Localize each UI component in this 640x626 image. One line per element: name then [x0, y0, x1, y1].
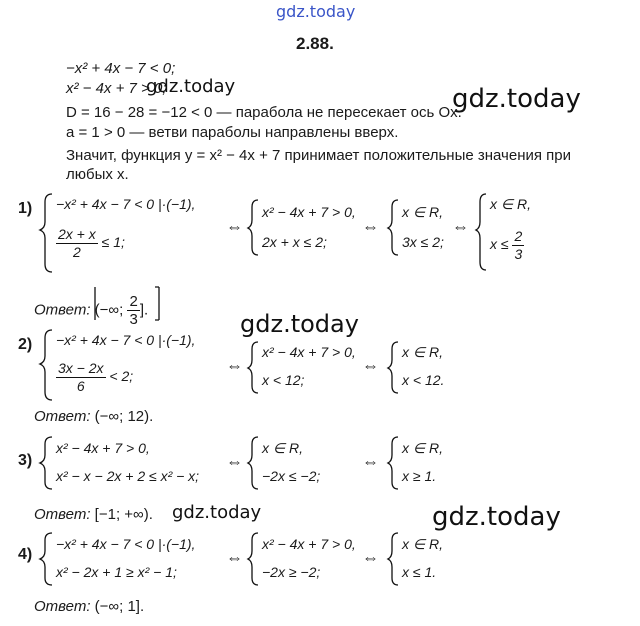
problem-2-label: 2)	[18, 336, 33, 353]
brace-4b	[248, 533, 258, 585]
arrow-2b: ⇔	[362, 356, 379, 375]
brace-4c	[388, 533, 398, 585]
p2-answer-value: (−∞; 12).	[94, 408, 154, 425]
watermark-5: gdz.today	[172, 502, 262, 523]
watermark-top: gdz.today	[276, 2, 356, 21]
p1-answer-num: 2	[129, 293, 138, 310]
p2-a2-rest: < 2;	[109, 368, 134, 385]
p4-b2: −2x ≥ −2;	[262, 564, 321, 580]
p2-answer	[34, 408, 153, 425]
arrow-2a: ⇔	[226, 356, 243, 375]
watermark-6: gdz.today	[432, 502, 561, 532]
brace-2a	[40, 330, 52, 400]
arrow-1c: ⇔	[452, 217, 469, 236]
p1-answer-label: Ответ:	[34, 301, 91, 319]
p1-d2-num: 2	[514, 228, 523, 244]
p1-answer-den: 3	[129, 311, 138, 328]
brace-4a	[40, 533, 52, 585]
p1-d2-den: 3	[514, 246, 523, 262]
p3-c1: x ∈ R,	[402, 440, 443, 456]
arrow-1a: ⇔	[226, 217, 243, 236]
p4-a1: −x² + 4x − 7 < 0 |·(−1),	[56, 536, 196, 552]
p3-a1: x² − 4x + 7 > 0,	[56, 440, 150, 456]
problem-3-label: 3)	[18, 452, 33, 469]
p3-answer-label: Ответ:	[34, 506, 91, 523]
p1-a2-den: 2	[72, 244, 81, 260]
p1-answer	[34, 293, 148, 328]
p3-b1: x ∈ R,	[262, 440, 303, 456]
p4-c2: x ≤ 1.	[402, 564, 437, 580]
p3-b2: −2x ≤ −2;	[262, 468, 321, 484]
p1-c2: 3x ≤ 2;	[402, 234, 444, 250]
p3-answer	[34, 506, 153, 523]
p1-b1: x² − 4x + 7 > 0,	[262, 204, 356, 220]
intro-line-2: x² − 4x + 7 > 0;	[66, 80, 167, 97]
p1-d2	[490, 228, 524, 263]
arrow-1b: ⇔	[362, 217, 379, 236]
p2-a1: −x² + 4x − 7 < 0 |·(−1),	[56, 332, 196, 348]
p4-c1: x ∈ R,	[402, 536, 443, 552]
intro-line-5: Значит, функция y = x² − 4x + 7 принимает положительные значения при любых x.	[66, 147, 572, 183]
p4-answer-value: (−∞; 1].	[94, 598, 145, 615]
arrow-3a: ⇔	[226, 452, 243, 471]
arrow-4b: ⇔	[362, 548, 379, 567]
brace-3a	[40, 437, 52, 489]
p2-b2: x < 12;	[262, 372, 305, 388]
p2-a2-den: 6	[76, 378, 85, 394]
watermark-2: gdz.today	[146, 76, 236, 97]
p1-b2: 2x + x ≤ 2;	[262, 234, 327, 250]
p2-a2-num: 3x − 2x	[58, 360, 104, 376]
brace-1a	[40, 194, 52, 272]
brace-3c	[388, 437, 398, 489]
p4-answer	[34, 598, 144, 615]
p3-c2: x ≥ 1.	[402, 468, 437, 484]
p4-b1: x² − 4x + 7 > 0,	[262, 536, 356, 552]
p2-answer-label: Ответ:	[34, 408, 91, 425]
intro-line-3: D = 16 − 28 = −12 < 0 — парабола не пересекает ось Ox.	[66, 104, 462, 121]
p1-d2-pre: x ≤	[490, 236, 509, 253]
brace-2b	[248, 342, 258, 393]
p1-answer-post: ].	[139, 301, 149, 319]
arrow-3b: ⇔	[362, 452, 379, 471]
watermark-4: gdz.today	[240, 310, 359, 338]
brace-2c	[388, 342, 398, 393]
p2-a2	[56, 360, 133, 395]
p3-a2: x² − x − 2x + 2 ≤ x² − x;	[56, 468, 200, 484]
brace-1b	[248, 200, 258, 255]
p1-a2	[56, 226, 125, 261]
brace-3b	[248, 437, 258, 489]
arrow-4a: ⇔	[226, 548, 243, 567]
intro-line-4: a = 1 > 0 — ветви параболы направлены вверх.	[66, 124, 399, 141]
p1-d1: x ∈ R,	[490, 196, 531, 212]
p2-c2: x < 12.	[402, 372, 445, 388]
watermark-3: gdz.today	[452, 84, 581, 114]
p3-answer-value: [−1; +∞).	[94, 506, 153, 523]
problem-1-label: 1)	[18, 200, 33, 217]
p1-a1: −x² + 4x − 7 < 0 |·(−1),	[56, 196, 196, 212]
intro-line-1: −x² + 4x − 7 < 0;	[66, 60, 176, 77]
brace-1c	[388, 200, 398, 255]
p1-c1: x ∈ R,	[402, 204, 443, 220]
problem-4-label: 4)	[18, 546, 33, 563]
p2-b1: x² − 4x + 7 > 0,	[262, 344, 356, 360]
p1-a2-num: 2x + x	[58, 226, 96, 242]
problem-number: 2.88.	[296, 34, 334, 53]
p1-answer-pre: (−∞;	[94, 301, 124, 319]
p4-answer-label: Ответ:	[34, 598, 91, 615]
brace-1d	[476, 194, 486, 270]
p2-c1: x ∈ R,	[402, 344, 443, 360]
p1-a2-rest: ≤ 1;	[101, 234, 125, 251]
p4-a2: x² − 2x + 1 ≥ x² − 1;	[56, 564, 177, 580]
